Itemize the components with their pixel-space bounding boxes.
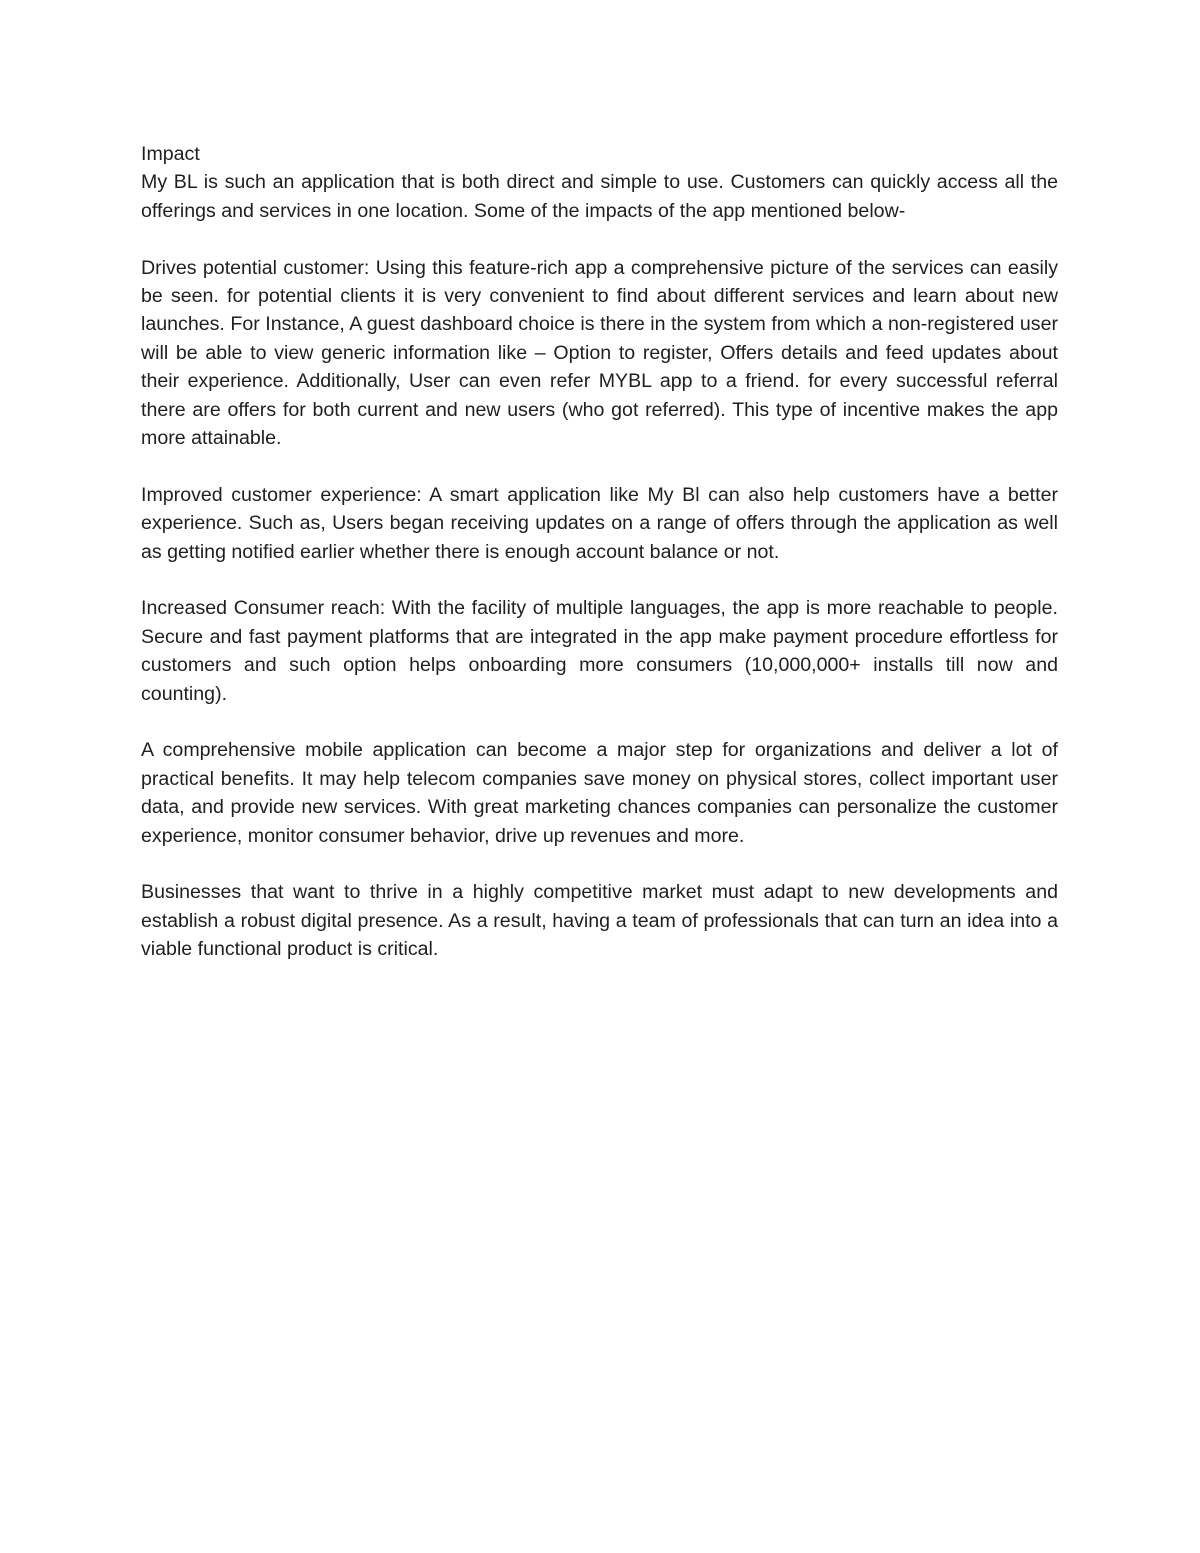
mobile-application-benefits-paragraph: A comprehensive mobile application can become a major step for organizations and deliver a lot of practical benefits. It may help telecom companies save money on physical stores, collect important user data, and provide new services. With great marketing chances companies can personalize the customer experience, monitor consumer behavior, drive up revenues and more. [141, 739, 1058, 847]
document-body [141, 140, 1058, 992]
drives-potential-customer-paragraph: Drives potential customer: Using this feature-rich app a comprehensive picture of the services can easily be seen. for potential clients it is very convenient to find about different services and learn about new launches. For Instance, A guest dashboard choice is there in the system from which a non-registered user will be able to view generic information like – Option to register, Offers details and feed updates about their experience. Additionally, User can even refer MYBL app to a friend. for every successful referral there are offers for both current and new users (who got referred). This type of incentive makes the app more attainable. [141, 256, 1058, 450]
conclusion-paragraph: Businesses that want to thrive in a highly competitive market must adapt to new developments and establish a robust digital presence. As a result, having a team of professionals that can turn an idea into a viable functional product is critical. [141, 881, 1058, 961]
document-title: Impact [141, 143, 200, 165]
intro-paragraph: My BL is such an application that is both direct and simple to use. Customers can quickly access all the offerings and services in one location. Some of the impacts of the app mentioned below- [141, 171, 1058, 222]
increased-consumer-reach-paragraph: Increased Consumer reach: With the facility of multiple languages, the app is more reachable to people. Secure and fast payment platforms that are integrated in the app make payment procedure effortless for customers and such option helps onboarding more consumers (10,000,000+ installs till now and counting). [141, 597, 1058, 705]
improved-customer-experience-paragraph: Improved customer experience: A smart application like My Bl can also help customers have a better experience. Such as, Users began receiving updates on a range of offers through the application as well as getting notified earlier whether there is enough account balance or not. [141, 483, 1058, 563]
